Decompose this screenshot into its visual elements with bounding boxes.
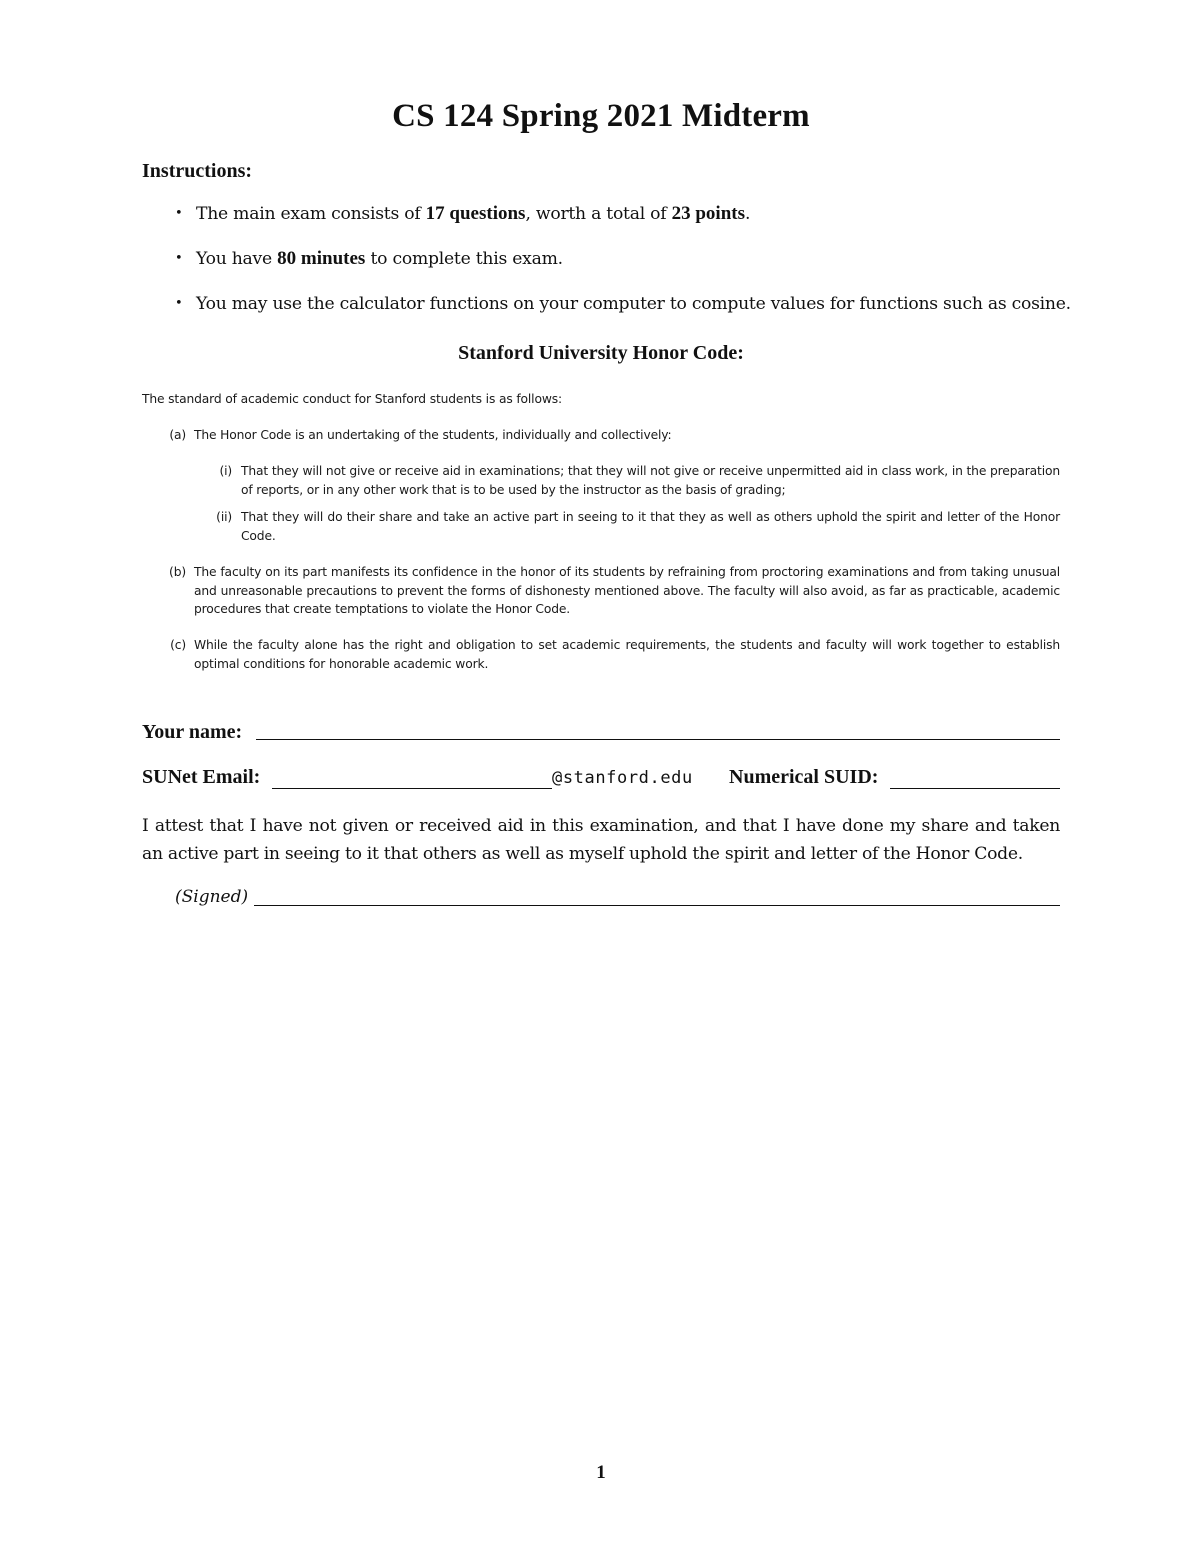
instruction-item xyxy=(175,202,1065,247)
instructions-heading: Instructions: xyxy=(142,160,253,182)
instruction-item xyxy=(175,247,1065,292)
instruction-text xyxy=(196,204,750,224)
item-text: While the faculty alone has the right and obligation to set academic requirements, the students and faculty will work together to establish optimal conditions for honorable academic work. xyxy=(194,638,1060,671)
text-run: to complete this exam. xyxy=(365,249,563,269)
item-marker: (a) xyxy=(169,428,186,442)
name-field-line[interactable] xyxy=(256,739,1060,740)
item-text: That they will not give or receive aid in examinations; that they will not give or receive unpermitted aid in class work, in the preparation of reports, or in any other work that is to be used by the instructor as the basis of grading; xyxy=(241,464,1060,497)
text-run: , worth a total of xyxy=(525,204,672,224)
honor-code-item-c xyxy=(162,636,1060,673)
suid-field-line[interactable] xyxy=(890,788,1060,789)
bullet-icon: • xyxy=(175,206,183,221)
item-text: That they will do their share and take an active part in seeing to it that they as well as others uphold the spirit and letter of the Honor Code. xyxy=(241,510,1060,543)
name-label: Your name: xyxy=(142,721,243,743)
honor-code-heading: Stanford University Honor Code: xyxy=(458,342,744,364)
instruction-item xyxy=(175,292,1071,337)
exam-title: CS 124 Spring 2021 Midterm xyxy=(392,98,810,134)
emphasis-text: 17 questions xyxy=(425,203,526,224)
email-field-line[interactable] xyxy=(272,788,552,789)
item-marker: (i) xyxy=(219,464,232,478)
honor-code-item-a-ii xyxy=(202,508,1060,545)
text-run: . xyxy=(745,204,751,224)
page-number: 1 xyxy=(596,1462,606,1483)
item-text: The Honor Code is an undertaking of the students, individually and collectively: xyxy=(194,428,672,442)
honor-code-item-a-i xyxy=(202,462,1060,499)
item-text: The faculty on its part manifests its confidence in the honor of its students by refraining from proctoring examinations and from taking unusual and unreasonable precautions to prevent the forms of dishonesty mentioned above. The faculty will also avoid, as far as practicable, academic procedures that create temptations to violate the Honor Code. xyxy=(194,565,1060,616)
honor-code-item-b xyxy=(162,563,1060,619)
attestation-text: I attest that I have not given or received aid in this examination, and that I have done my share and taken an active part in seeing to it that others as well as myself uphold the spirit and letter of the Honor Code. xyxy=(142,816,1060,864)
instruction-text xyxy=(196,249,563,269)
item-marker: (ii) xyxy=(216,510,232,524)
signed-label: (Signed) xyxy=(175,887,249,907)
item-marker: (b) xyxy=(169,565,186,579)
signature-line[interactable] xyxy=(254,905,1060,906)
email-label: SUNet Email: xyxy=(142,766,261,788)
text-run: The main exam consists of xyxy=(196,204,426,224)
emphasis-text: 80 minutes xyxy=(277,248,366,269)
text-run: You may use the calculator functions on your computer to compute values for functions such as cosine. xyxy=(196,294,1071,314)
honor-code-item-a xyxy=(162,426,1060,445)
emphasis-text: 23 points xyxy=(671,203,745,224)
bullet-icon: • xyxy=(175,251,183,266)
suid-label: Numerical SUID: xyxy=(729,766,879,788)
instruction-text xyxy=(196,294,1071,314)
email-domain: @stanford.edu xyxy=(552,768,693,788)
exam-page xyxy=(142,0,1071,1553)
honor-code-intro: The standard of academic conduct for Stanford students is as follows: xyxy=(142,392,562,406)
text-run: You have xyxy=(196,249,278,269)
item-marker: (c) xyxy=(170,638,186,652)
instructions-list xyxy=(175,202,1071,337)
bullet-icon: • xyxy=(175,296,183,311)
